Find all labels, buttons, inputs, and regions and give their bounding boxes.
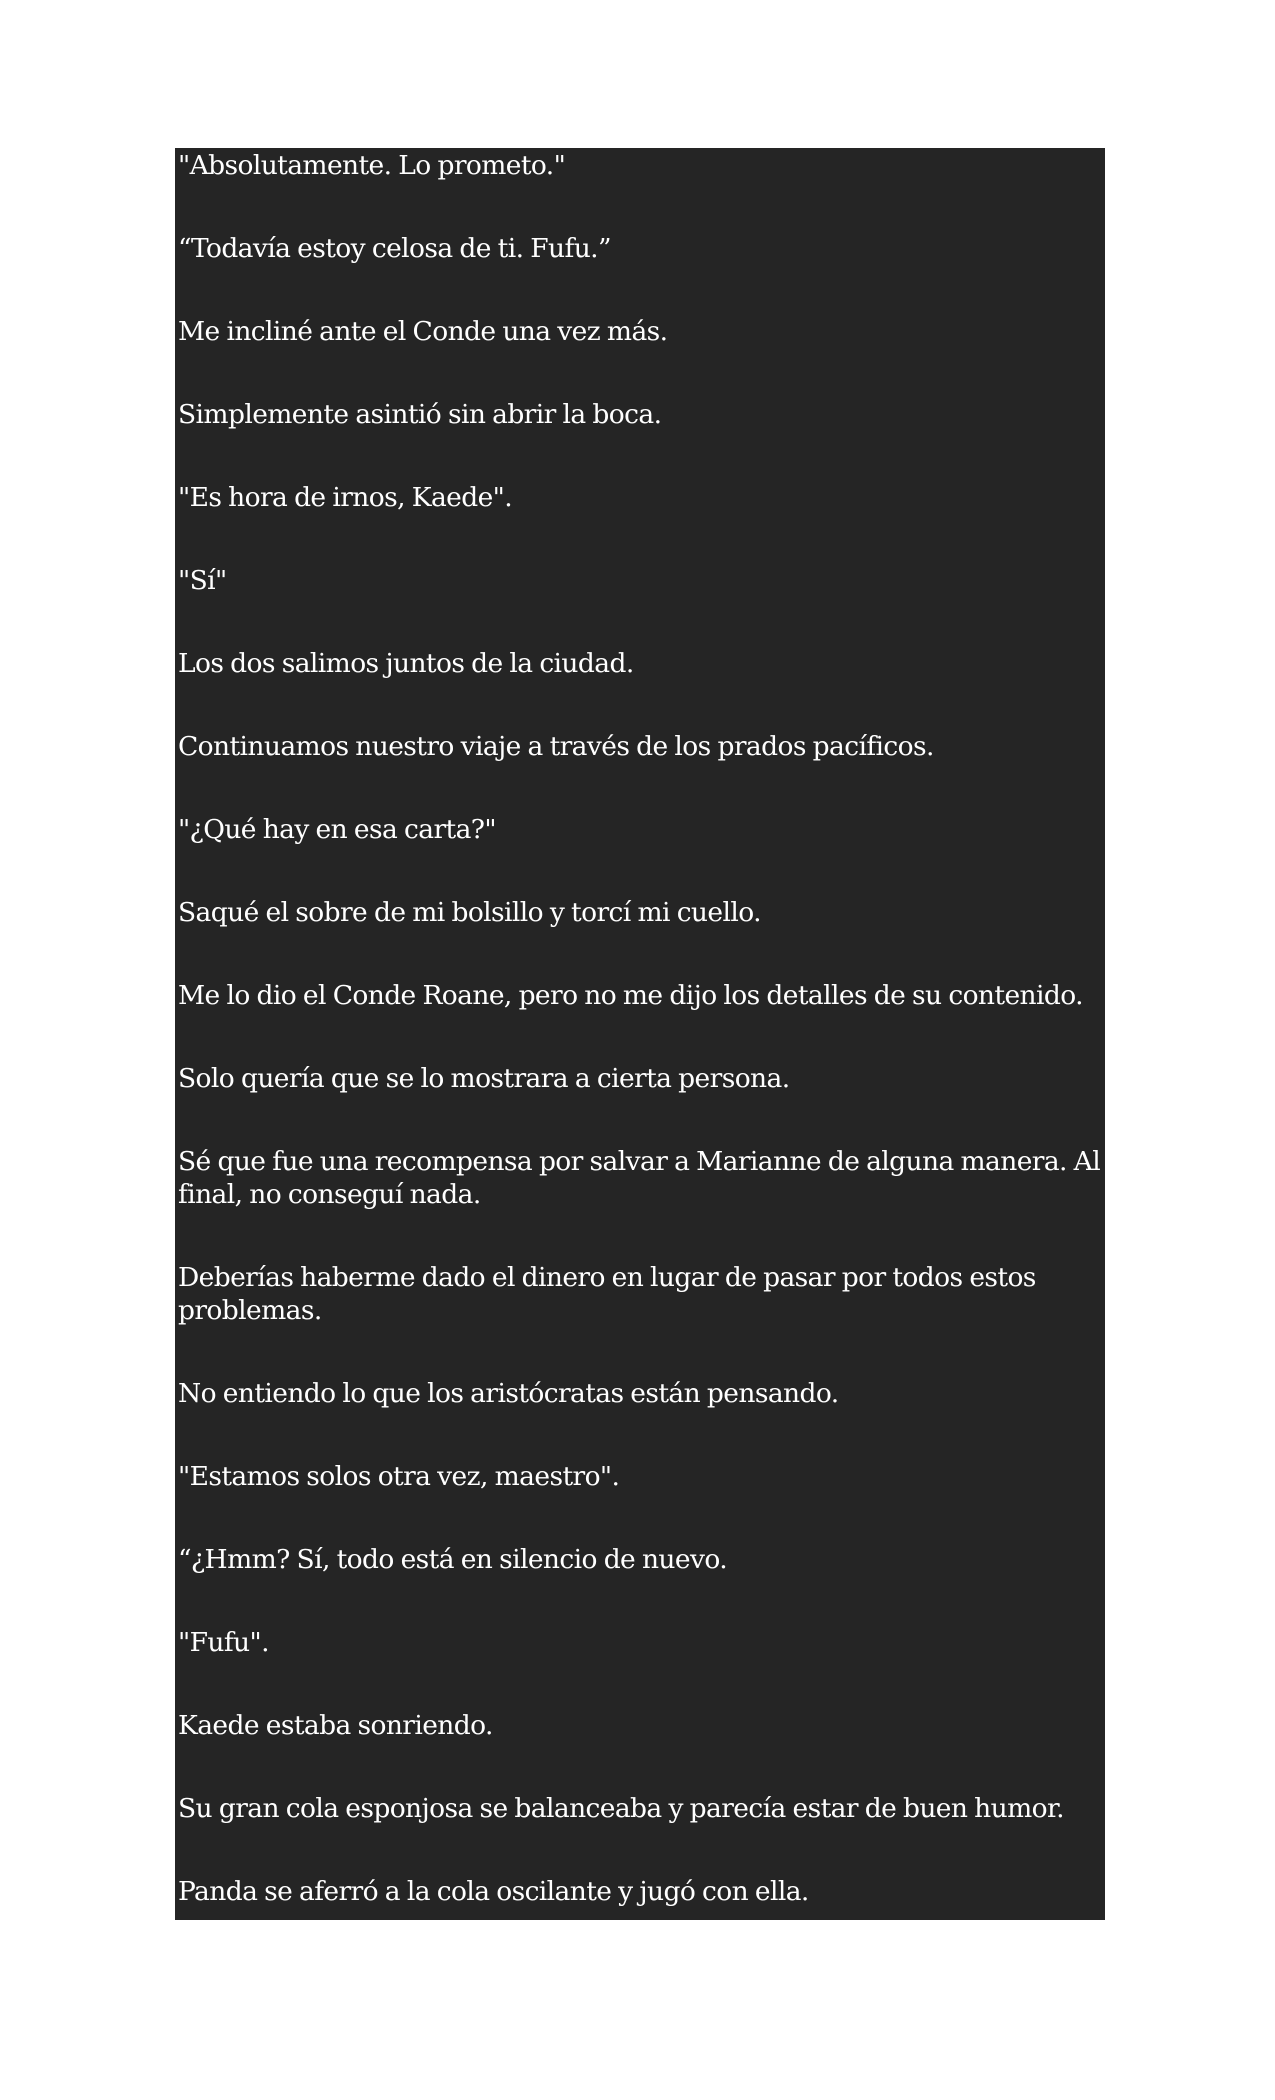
- paragraph: Continuamos nuestro viaje a través de los prados pacíficos.: [178, 731, 934, 762]
- paragraph: "Estamos solos otra vez, maestro".: [178, 1461, 620, 1492]
- paragraph: Saqué el sobre de mi bolsillo y torcí mi cuello.: [178, 897, 761, 928]
- paragraph: “Todavía estoy celosa de ti. Fufu.”: [178, 233, 611, 264]
- paragraph: Kaede estaba sonriendo.: [178, 1710, 493, 1741]
- paragraph: Me incliné ante el Conde una vez más.: [178, 316, 668, 347]
- text-block: [175, 148, 1105, 1920]
- paragraph: Su gran cola esponjosa se balanceaba y parecía estar de buen humor.: [178, 1793, 1064, 1824]
- paragraph: "Fufu".: [178, 1627, 269, 1658]
- paragraph: No entiendo lo que los aristócratas están pensando.: [178, 1378, 839, 1409]
- paragraph: Deberías haberme dado el dinero en lugar de pasar por todos estos problemas.: [178, 1262, 1036, 1326]
- paragraph: "Sí": [178, 565, 227, 596]
- paragraph: Sé que fue una recompensa por salvar a Marianne de alguna manera. Al final, no conseguí nada.: [178, 1146, 1101, 1210]
- paragraph: Los dos salimos juntos de la ciudad.: [178, 648, 634, 679]
- paragraph: Simplemente asintió sin abrir la boca.: [178, 399, 662, 430]
- paragraph: Solo quería que se lo mostrara a cierta persona.: [178, 1063, 790, 1094]
- paragraph: Me lo dio el Conde Roane, pero no me dijo los detalles de su contenido.: [178, 980, 1083, 1011]
- paragraph: "Es hora de irnos, Kaede".: [178, 482, 513, 513]
- paragraph: Panda se aferró a la cola oscilante y jugó con ella.: [178, 1876, 809, 1907]
- paragraph: "Absolutamente. Lo prometo.": [178, 150, 566, 181]
- paragraph: “¿Hmm? Sí, todo está en silencio de nuevo.: [178, 1544, 728, 1575]
- paragraph: "¿Qué hay en esa carta?": [178, 814, 496, 845]
